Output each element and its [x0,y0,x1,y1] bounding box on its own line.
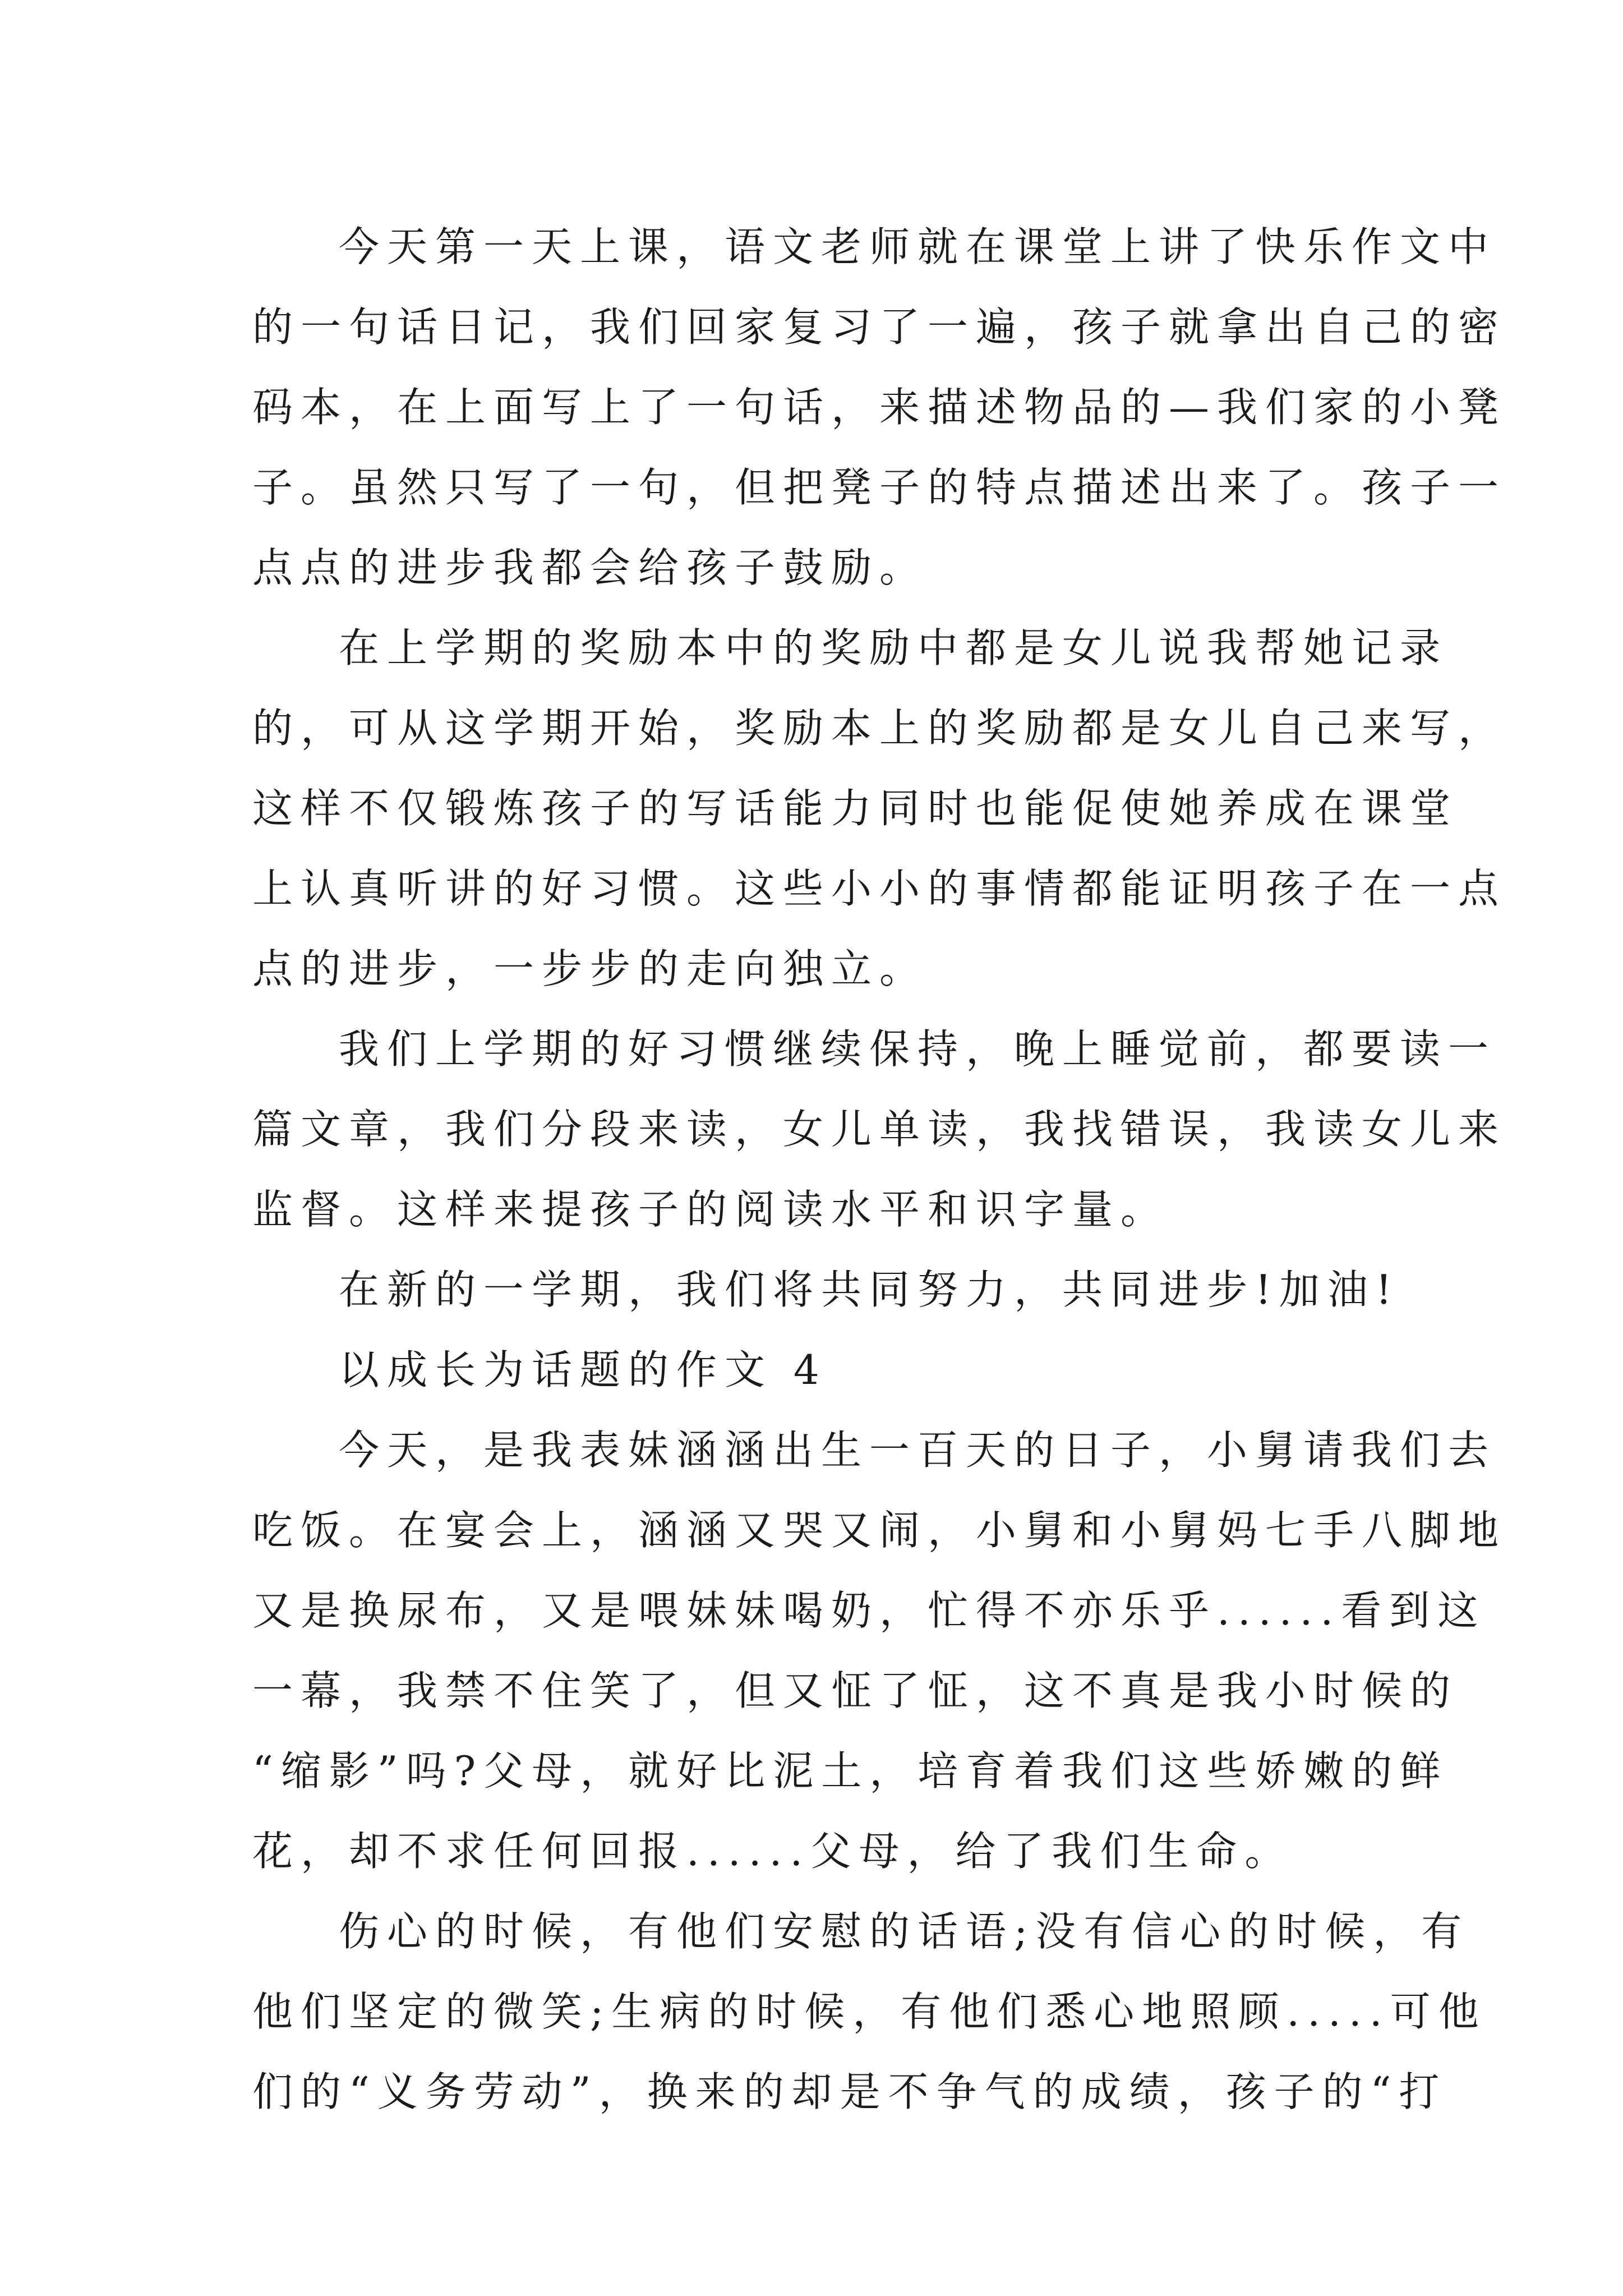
text-line: 花，却不求任何回报......父母，给了我们生命。 [252,1828,1293,1875]
text-line: 这样不仅锻炼孩子的写话能力同时也能促使她养成在课堂 [252,785,1459,832]
text-line: 在上学期的奖励本中的奖励中都是女儿说我帮她记录 [339,624,1449,671]
text-line: 点点的进步我都会给孩子鼓励。 [252,544,928,591]
text-line: 一幕，我禁不住笑了，但又怔了怔，这不真是我小时候的 [252,1667,1459,1714]
text-line: “缩影”吗?父母，就好比泥土，培育着我们这些娇嫩的鲜 [252,1747,1449,1795]
text-line: 点的进步，一步步的走向独立。 [252,945,928,992]
text-line: 子。虽然只写了一句，但把凳子的特点描述出来了。孩子一 [252,464,1507,511]
text-line: 在新的一学期，我们将共同努力，共同进步!加油! [339,1266,1400,1313]
text-line: 伤心的时候，有他们安慰的话语;没有信心的时候，有 [339,1908,1470,1955]
text-line: 我们上学期的好习惯继续保持，晚上睡觉前，都要读一 [339,1025,1497,1073]
text-line: 他们坚定的微笑;生病的时候，有他们悉心地照顾.....可他 [252,1988,1487,2035]
text-line: 们的“义务劳动”，换来的却是不争气的成绩，孩子的“打 [252,2068,1447,2115]
text-line: 今天，是我表妹涵涵出生一百天的日子，小舅请我们去 [339,1427,1497,1474]
text-line: 吃饭。在宴会上，涵涵又哭又闹，小舅和小舅妈七手八脚地 [252,1507,1507,1554]
text-line: 上认真听讲的好习惯。这些小小的事情都能证明孩子在一点 [252,865,1507,912]
text-line: 的一句话日记，我们回家复习了一遍，孩子就拿出自己的密 [252,303,1507,351]
text-line: 篇文章，我们分段来读，女儿单读，我找错误，我读女儿来 [252,1106,1507,1153]
text-line: 今天第一天上课，语文老师就在课堂上讲了快乐作文中 [339,223,1497,270]
section-heading: 以成长为话题的作文 4 [339,1346,827,1393]
text-line: 监督。这样来提孩子的阅读水平和识字量。 [252,1186,1169,1233]
text-line: 码本，在上面写上了一句话，来描述物品的—我们家的小凳 [252,384,1507,431]
text-line: 的，可从这学期开始，奖励本上的奖励都是女儿自己来写， [252,705,1507,752]
text-line: 又是换尿布，又是喂妹妹喝奶，忙得不亦乐乎......看到这 [252,1587,1486,1634]
